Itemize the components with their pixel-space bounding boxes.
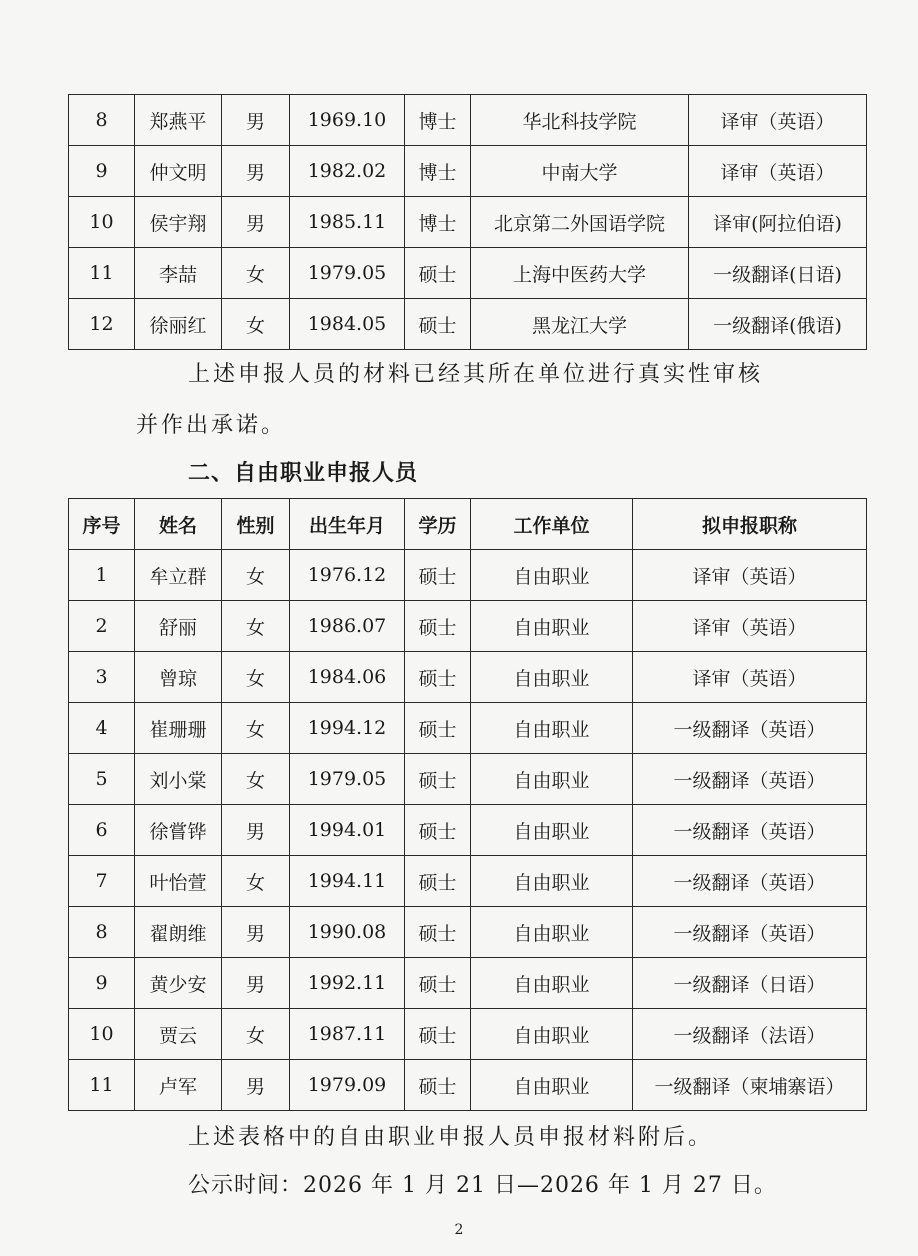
verification-note-line2: 并作出承诺。 xyxy=(136,413,287,438)
cell-birth: 1979.09 xyxy=(290,1060,405,1111)
table-row xyxy=(69,754,867,805)
verification-note-line1: 上述申报人员的材料已经其所在单位进行真实性审核 xyxy=(188,362,764,387)
cell-gender: 女 xyxy=(222,550,290,601)
cell-employer: 自由职业 xyxy=(471,805,633,856)
table-row xyxy=(69,95,867,146)
cell-title: 一级翻译（英语） xyxy=(633,805,867,856)
cell-employer: 北京第二外国语学院 xyxy=(471,197,689,248)
cell-gender: 男 xyxy=(222,958,290,1009)
cell-employer: 自由职业 xyxy=(471,907,633,958)
cell-birth: 1984.06 xyxy=(290,652,405,703)
cell-index: 10 xyxy=(69,197,135,248)
cell-title: 译审（英语） xyxy=(689,146,867,197)
header-gender: 性别 xyxy=(222,499,290,550)
cell-index: 2 xyxy=(69,601,135,652)
table-row xyxy=(69,703,867,754)
cell-title: 一级翻译（英语） xyxy=(633,907,867,958)
cell-gender: 女 xyxy=(222,703,290,754)
header-name: 姓名 xyxy=(135,499,222,550)
cell-index: 5 xyxy=(69,754,135,805)
cell-gender: 男 xyxy=(222,146,290,197)
cell-index: 1 xyxy=(69,550,135,601)
cell-name: 刘小棠 xyxy=(135,754,222,805)
cell-degree: 硕士 xyxy=(405,703,471,754)
cell-name: 贾云 xyxy=(135,1009,222,1060)
cell-index: 6 xyxy=(69,805,135,856)
cell-gender: 女 xyxy=(222,1009,290,1060)
cell-birth: 1994.12 xyxy=(290,703,405,754)
cell-employer: 华北科技学院 xyxy=(471,95,689,146)
cell-degree: 硕士 xyxy=(405,550,471,601)
cell-employer: 自由职业 xyxy=(471,703,633,754)
cell-birth: 1969.10 xyxy=(290,95,405,146)
cell-degree: 硕士 xyxy=(405,856,471,907)
table-row xyxy=(69,805,867,856)
cell-employer: 自由职业 xyxy=(471,550,633,601)
cell-name: 牟立群 xyxy=(135,550,222,601)
table-row xyxy=(69,550,867,601)
table-row xyxy=(69,1060,867,1111)
cell-birth: 1990.08 xyxy=(290,907,405,958)
cell-gender: 女 xyxy=(222,856,290,907)
cell-name: 徐嘗铧 xyxy=(135,805,222,856)
cell-title: 一级翻译（日语） xyxy=(633,958,867,1009)
cell-birth: 1992.11 xyxy=(290,958,405,1009)
cell-name: 黄少安 xyxy=(135,958,222,1009)
table-header-row xyxy=(69,499,867,550)
cell-birth: 1979.05 xyxy=(290,754,405,805)
table-row xyxy=(69,856,867,907)
cell-gender: 男 xyxy=(222,1060,290,1111)
cell-index: 9 xyxy=(69,958,135,1009)
cell-title: 译审(阿拉伯语) xyxy=(689,197,867,248)
cell-name: 徐丽红 xyxy=(135,299,222,350)
cell-index: 7 xyxy=(69,856,135,907)
cell-index: 4 xyxy=(69,703,135,754)
table-row xyxy=(69,197,867,248)
table-row xyxy=(69,1009,867,1060)
cell-index: 12 xyxy=(69,299,135,350)
cell-birth: 1987.11 xyxy=(290,1009,405,1060)
header-degree: 学历 xyxy=(405,499,471,550)
cell-employer: 自由职业 xyxy=(471,754,633,805)
cell-name: 曾琼 xyxy=(135,652,222,703)
cell-degree: 硕士 xyxy=(405,1009,471,1060)
table-row xyxy=(69,601,867,652)
header-title: 拟申报职称 xyxy=(633,499,867,550)
cell-title: 一级翻译(俄语) xyxy=(689,299,867,350)
cell-title: 一级翻译（英语） xyxy=(633,856,867,907)
cell-title: 译审（英语） xyxy=(633,601,867,652)
cell-gender: 女 xyxy=(222,299,290,350)
applicants-table-body xyxy=(69,95,867,350)
cell-employer: 上海中医药大学 xyxy=(471,248,689,299)
table-row xyxy=(69,248,867,299)
cell-gender: 女 xyxy=(222,601,290,652)
cell-birth: 1976.12 xyxy=(290,550,405,601)
cell-birth: 1994.11 xyxy=(290,856,405,907)
cell-index: 3 xyxy=(69,652,135,703)
cell-birth: 1979.05 xyxy=(290,248,405,299)
cell-name: 叶怡萱 xyxy=(135,856,222,907)
cell-title: 一级翻译（英语） xyxy=(633,754,867,805)
cell-employer: 自由职业 xyxy=(471,856,633,907)
cell-degree: 硕士 xyxy=(405,805,471,856)
cell-title: 译审（英语） xyxy=(689,95,867,146)
cell-name: 仲文明 xyxy=(135,146,222,197)
cell-employer: 中南大学 xyxy=(471,146,689,197)
header-birth: 出生年月 xyxy=(290,499,405,550)
cell-employer: 自由职业 xyxy=(471,1009,633,1060)
cell-gender: 女 xyxy=(222,754,290,805)
cell-gender: 男 xyxy=(222,197,290,248)
header-index: 序号 xyxy=(69,499,135,550)
freelance-table-body xyxy=(69,550,867,1111)
cell-degree: 硕士 xyxy=(405,958,471,1009)
cell-gender: 男 xyxy=(222,907,290,958)
section-heading-freelance: 二、自由职业申报人员 xyxy=(188,461,419,486)
cell-employer: 自由职业 xyxy=(471,1060,633,1111)
cell-employer: 自由职业 xyxy=(471,652,633,703)
cell-index: 8 xyxy=(69,907,135,958)
cell-degree: 硕士 xyxy=(405,754,471,805)
cell-index: 11 xyxy=(69,248,135,299)
attachment-note: 上述表格中的自由职业申报人员申报材料附后。 xyxy=(188,1125,714,1150)
cell-degree: 博士 xyxy=(405,197,471,248)
cell-title: 译审（英语） xyxy=(633,652,867,703)
cell-index: 9 xyxy=(69,146,135,197)
cell-name: 郑燕平 xyxy=(135,95,222,146)
page-number: 2 xyxy=(454,1222,464,1238)
cell-employer: 黑龙江大学 xyxy=(471,299,689,350)
applicants-table-continued xyxy=(68,94,867,350)
cell-birth: 1982.02 xyxy=(290,146,405,197)
cell-name: 崔珊珊 xyxy=(135,703,222,754)
cell-name: 卢军 xyxy=(135,1060,222,1111)
cell-gender: 男 xyxy=(222,805,290,856)
table-row xyxy=(69,907,867,958)
publicity-period: 公示时间：2026 年 1 月 21 日—2026 年 1 月 27 日。 xyxy=(188,1173,777,1198)
cell-degree: 博士 xyxy=(405,95,471,146)
cell-degree: 硕士 xyxy=(405,601,471,652)
cell-title: 一级翻译（英语） xyxy=(633,703,867,754)
cell-employer: 自由职业 xyxy=(471,958,633,1009)
cell-degree: 硕士 xyxy=(405,652,471,703)
freelance-applicants-table xyxy=(68,498,867,1111)
cell-employer: 自由职业 xyxy=(471,601,633,652)
table-row xyxy=(69,958,867,1009)
cell-birth: 1984.05 xyxy=(290,299,405,350)
cell-name: 翟朗维 xyxy=(135,907,222,958)
cell-name: 侯宇翔 xyxy=(135,197,222,248)
cell-degree: 硕士 xyxy=(405,907,471,958)
cell-degree: 硕士 xyxy=(405,248,471,299)
cell-name: 李喆 xyxy=(135,248,222,299)
cell-title: 一级翻译(日语) xyxy=(689,248,867,299)
cell-title: 一级翻译（法语） xyxy=(633,1009,867,1060)
cell-gender: 女 xyxy=(222,248,290,299)
cell-title: 译审（英语） xyxy=(633,550,867,601)
cell-index: 8 xyxy=(69,95,135,146)
table-row xyxy=(69,146,867,197)
cell-birth: 1994.01 xyxy=(290,805,405,856)
cell-birth: 1985.11 xyxy=(290,197,405,248)
cell-degree: 博士 xyxy=(405,146,471,197)
cell-gender: 女 xyxy=(222,652,290,703)
cell-index: 10 xyxy=(69,1009,135,1060)
table-row xyxy=(69,299,867,350)
cell-birth: 1986.07 xyxy=(290,601,405,652)
cell-name: 舒丽 xyxy=(135,601,222,652)
cell-degree: 硕士 xyxy=(405,1060,471,1111)
table-row xyxy=(69,652,867,703)
cell-degree: 硕士 xyxy=(405,299,471,350)
cell-index: 11 xyxy=(69,1060,135,1111)
cell-title: 一级翻译（柬埔寨语） xyxy=(633,1060,867,1111)
cell-gender: 男 xyxy=(222,95,290,146)
header-employer: 工作单位 xyxy=(471,499,633,550)
